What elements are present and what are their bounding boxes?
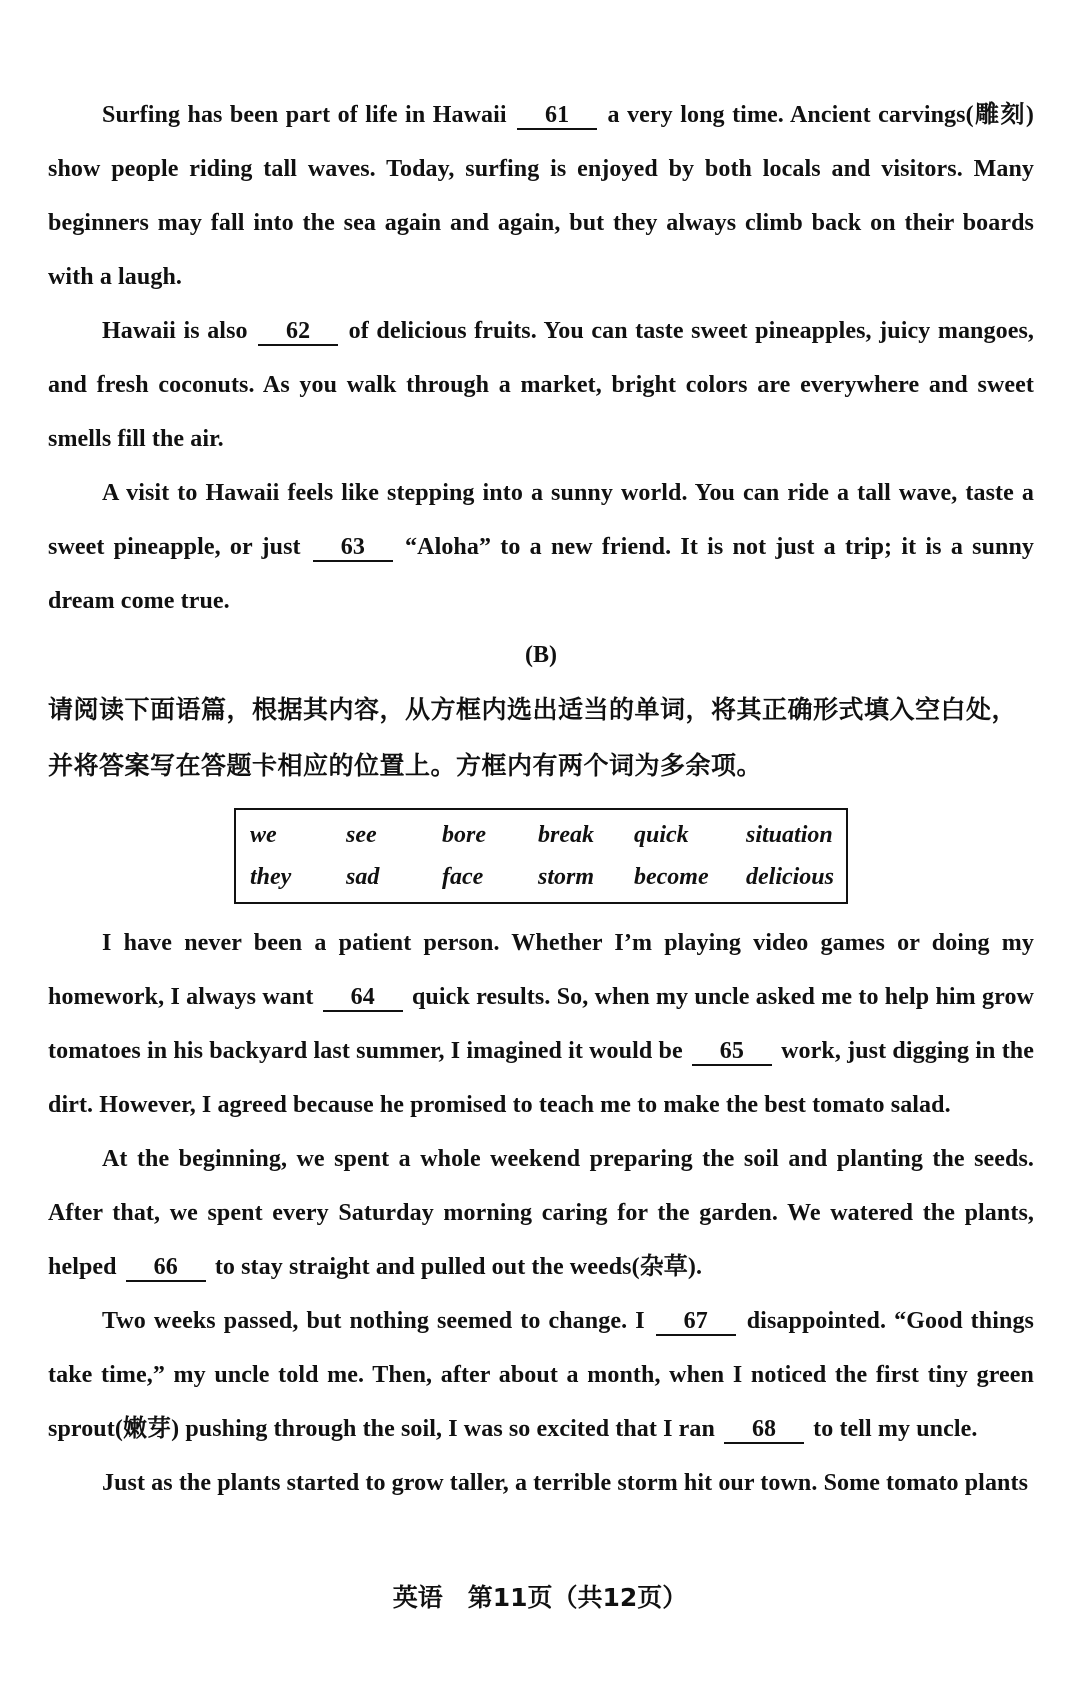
word-option: quick bbox=[634, 821, 689, 848]
answer-blank[interactable]: 66 bbox=[126, 1254, 206, 1282]
answer-blank[interactable]: 65 bbox=[692, 1038, 772, 1066]
answer-blank[interactable]: 61 bbox=[517, 102, 597, 130]
word-box-row-1 bbox=[250, 814, 832, 856]
passage-a bbox=[48, 88, 1034, 628]
word-option: sad bbox=[346, 863, 380, 890]
page-footer: 英语 第11页（共12页） bbox=[392, 1583, 688, 1612]
paragraph bbox=[48, 1294, 1034, 1456]
passage-b bbox=[48, 916, 1034, 1510]
section-b-label: (B) bbox=[525, 642, 557, 668]
text-segment: Hawaii is also bbox=[102, 318, 256, 344]
word-box bbox=[234, 808, 848, 904]
text-segment: to stay straight and pulled out the weeds(杂草). bbox=[208, 1254, 703, 1280]
paragraph bbox=[48, 1132, 1034, 1294]
text-segment: of delicious fruits. You can taste sweet pineapples, juicy mangoes, and fresh coconuts. As you walk through a market, bright colors are everywhere and sweet smells fill the air. bbox=[48, 318, 1034, 452]
text-segment: Two weeks passed, but nothing seemed to change. I bbox=[102, 1308, 653, 1334]
paragraph bbox=[48, 304, 1034, 466]
text-segment: “Aloha” to a new friend. It is not just a trip; it is a sunny dream come true. bbox=[48, 534, 1035, 614]
text-segment: work, just digging in the dirt. However, I agreed because he promised to teach me to make the best tomato salad. bbox=[48, 1038, 1034, 1118]
exam-page bbox=[48, 88, 1034, 1510]
text-segment: I have never been a patient person. Whether I’m playing video games or doing my homework, I always want bbox=[48, 930, 1034, 1010]
paragraph bbox=[48, 466, 1034, 628]
text-segment: to tell my uncle. bbox=[807, 1416, 978, 1442]
word-option: face bbox=[442, 863, 484, 890]
word-option: they bbox=[250, 863, 292, 890]
paragraph bbox=[48, 1456, 1034, 1510]
word-option: delicious bbox=[746, 863, 834, 890]
word-option: become bbox=[634, 863, 709, 890]
word-option: break bbox=[538, 821, 594, 848]
answer-blank[interactable]: 62 bbox=[258, 318, 338, 346]
answer-blank[interactable]: 64 bbox=[323, 984, 403, 1012]
text-segment: Just as the plants started to grow taller, a terrible storm hit our town. Some tomato plants bbox=[102, 1470, 1029, 1496]
word-box-row-2 bbox=[250, 856, 832, 898]
answer-blank[interactable]: 68 bbox=[724, 1416, 804, 1444]
paragraph bbox=[48, 916, 1034, 1132]
text-segment: a very long time. Ancient carvings(雕刻) show people riding tall waves. Today, surfing is enjoyed by both locals and visitors. Many beginners may fall into the sea again and again, but they always climb back on their boards with a laugh. bbox=[48, 102, 1034, 290]
word-option: bore bbox=[442, 821, 486, 848]
text-segment: quick results. So, when my uncle asked me to help him grow tomatoes in his backyard last summer, I imagined it would be bbox=[48, 984, 1034, 1064]
answer-blank[interactable]: 67 bbox=[656, 1308, 736, 1336]
word-option: storm bbox=[538, 863, 595, 890]
word-option: see bbox=[346, 821, 377, 848]
text-segment: Surfing has been part of life in Hawaii bbox=[102, 102, 515, 128]
text-segment: disappointed. “Good things take time,” my uncle told me. Then, after about a month, when I noticed the first tiny green sprout(嫩芽) pushing through the soil, I was so excited that I ran bbox=[48, 1308, 1034, 1442]
word-option: situation bbox=[746, 821, 833, 848]
answer-blank[interactable]: 63 bbox=[313, 534, 393, 562]
paragraph bbox=[48, 88, 1034, 304]
text-segment: At the beginning, we spent a whole weekend preparing the soil and planting the seeds. After that, we spent every Saturday morning caring for the garden. We watered the plants, helped bbox=[48, 1146, 1034, 1280]
word-option: we bbox=[250, 821, 277, 848]
section-b-instruction: 请阅读下面语篇，根据其内容，从方框内选出适当的单词，将其正确形式填入空白处，并将答案写在答题卡相应的位置上。方框内有两个词为多余项。 bbox=[48, 695, 1018, 780]
text-segment: A visit to Hawaii feels like stepping into a sunny world. You can ride a tall wave, taste a sweet pineapple, or just bbox=[48, 480, 1034, 560]
